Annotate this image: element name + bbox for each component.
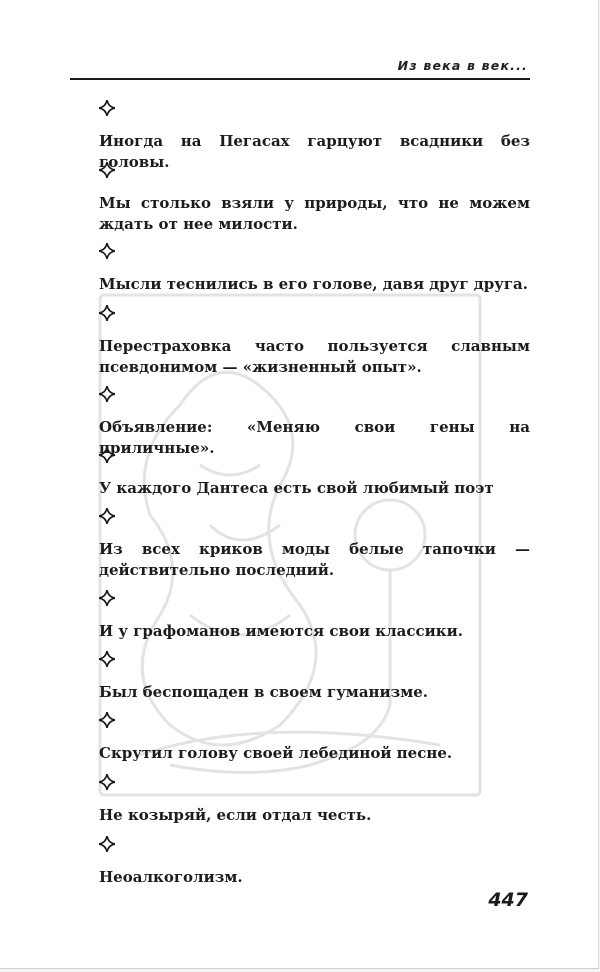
aphorism-text: Из всех криков моды белые тапочки — действительно последний. — [99, 540, 530, 579]
aphorism-entry — [99, 162, 530, 235]
aphorism-text: Объявление: «Меняю свои гены на приличные». — [99, 418, 530, 457]
running-header-title: Из века в век... — [397, 58, 528, 73]
four-point-star-icon — [99, 305, 115, 321]
aphorism-text: Перестраховка часто пользуется славным псевдонимом — «жизненный опыт». — [99, 337, 530, 376]
aphorism-entry — [99, 590, 530, 642]
aphorism-text: У каждого Дантеса есть свой любимый поэт — [99, 479, 494, 497]
aphorism-text: Неоалкоголизм. — [99, 868, 243, 886]
running-header — [70, 56, 530, 80]
aphorism-text: Скрутил голову своей лебединой песне. — [99, 744, 453, 762]
aphorism-entry — [99, 712, 530, 764]
aphorism-text: И у графоманов имеются свои классики. — [99, 622, 463, 640]
four-point-star-icon — [99, 162, 115, 178]
page-number: 447 — [488, 889, 528, 911]
aphorism-entry — [99, 836, 530, 888]
aphorism-text: Был беспощаден в своем гуманизме. — [99, 683, 429, 701]
aphorism-text: Не козыряй, если отдал честь. — [99, 806, 372, 824]
aphorism-text: Мысли теснились в его голове, давя друг друга. — [99, 275, 528, 293]
four-point-star-icon — [99, 508, 115, 524]
four-point-star-icon — [99, 774, 115, 790]
aphorism-text: Иногда на Пегасах гарцуют всадники без головы. — [99, 132, 530, 171]
four-point-star-icon — [99, 836, 115, 852]
aphorism-entry — [99, 508, 530, 581]
aphorism-entry — [99, 651, 530, 703]
four-point-star-icon — [99, 447, 115, 463]
aphorism-entry — [99, 243, 530, 295]
aphorism-entry — [99, 774, 530, 826]
four-point-star-icon — [99, 712, 115, 728]
aphorism-text: Мы столько взяли у природы, что не можем ждать от нее милости. — [99, 194, 530, 233]
four-point-star-icon — [99, 100, 115, 116]
aphorism-entry — [99, 447, 530, 499]
aphorism-entry — [99, 305, 530, 378]
four-point-star-icon — [99, 243, 115, 259]
four-point-star-icon — [99, 386, 115, 402]
four-point-star-icon — [99, 590, 115, 606]
four-point-star-icon — [99, 651, 115, 667]
